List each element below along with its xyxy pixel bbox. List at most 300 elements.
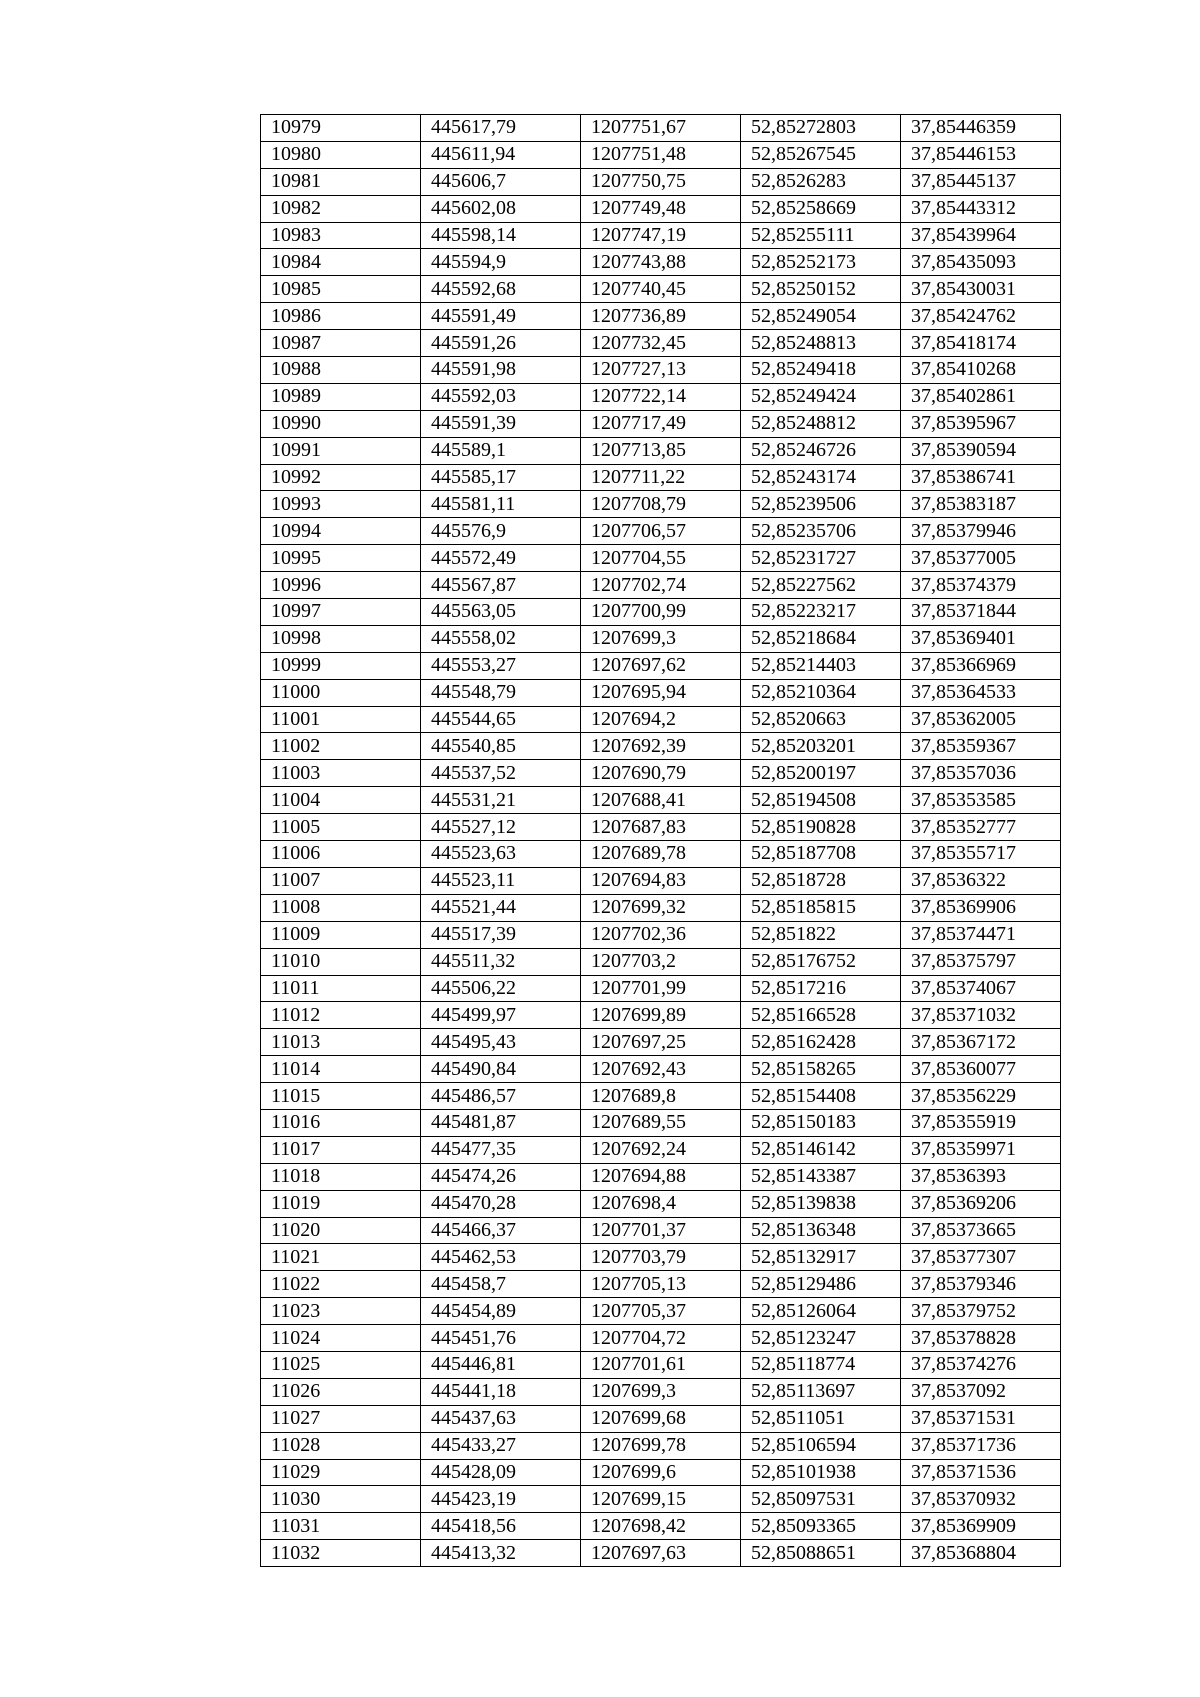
latitude-cell: 52,85093365 [741, 1513, 901, 1540]
x-coordinate-cell: 445418,56 [421, 1513, 581, 1540]
point-number-cell: 10992 [261, 464, 421, 491]
latitude-cell: 52,85223217 [741, 599, 901, 626]
point-number-cell: 10999 [261, 652, 421, 679]
y-coordinate-cell: 1207699,3 [581, 625, 741, 652]
longitude-cell: 37,85364533 [901, 679, 1061, 706]
y-coordinate-cell: 1207687,83 [581, 814, 741, 841]
longitude-cell: 37,85374276 [901, 1351, 1061, 1378]
y-coordinate-cell: 1207736,89 [581, 303, 741, 330]
longitude-cell: 37,8536322 [901, 867, 1061, 894]
latitude-cell: 52,8520663 [741, 706, 901, 733]
latitude-cell: 52,85227562 [741, 572, 901, 599]
longitude-cell: 37,85369206 [901, 1190, 1061, 1217]
latitude-cell: 52,85249418 [741, 357, 901, 384]
table-row [261, 141, 1061, 168]
table-row [261, 1540, 1061, 1567]
x-coordinate-cell: 445523,11 [421, 867, 581, 894]
y-coordinate-cell: 1207689,78 [581, 841, 741, 868]
longitude-cell: 37,85359367 [901, 733, 1061, 760]
latitude-cell: 52,85162428 [741, 1029, 901, 1056]
table-row [261, 1002, 1061, 1029]
latitude-cell: 52,85231727 [741, 545, 901, 572]
y-coordinate-cell: 1207698,4 [581, 1190, 741, 1217]
table-row [261, 1109, 1061, 1136]
point-number-cell: 11026 [261, 1378, 421, 1405]
x-coordinate-cell: 445591,98 [421, 357, 581, 384]
x-coordinate-cell: 445433,27 [421, 1432, 581, 1459]
longitude-cell: 37,85383187 [901, 491, 1061, 518]
point-number-cell: 11018 [261, 1163, 421, 1190]
y-coordinate-cell: 1207706,57 [581, 518, 741, 545]
point-number-cell: 11011 [261, 975, 421, 1002]
y-coordinate-cell: 1207703,2 [581, 948, 741, 975]
y-coordinate-cell: 1207717,49 [581, 410, 741, 437]
longitude-cell: 37,85353585 [901, 787, 1061, 814]
point-number-cell: 10994 [261, 518, 421, 545]
latitude-cell: 52,851822 [741, 921, 901, 948]
point-number-cell: 10998 [261, 625, 421, 652]
longitude-cell: 37,85371531 [901, 1405, 1061, 1432]
table-row [261, 760, 1061, 787]
table-row [261, 1083, 1061, 1110]
point-number-cell: 10985 [261, 276, 421, 303]
latitude-cell: 52,85139838 [741, 1190, 901, 1217]
latitude-cell: 52,85150183 [741, 1109, 901, 1136]
x-coordinate-cell: 445611,94 [421, 141, 581, 168]
latitude-cell: 52,85210364 [741, 679, 901, 706]
x-coordinate-cell: 445470,28 [421, 1190, 581, 1217]
x-coordinate-cell: 445567,87 [421, 572, 581, 599]
latitude-cell: 52,85258669 [741, 195, 901, 222]
x-coordinate-cell: 445474,26 [421, 1163, 581, 1190]
y-coordinate-cell: 1207695,94 [581, 679, 741, 706]
latitude-cell: 52,85249054 [741, 303, 901, 330]
point-number-cell: 10981 [261, 168, 421, 195]
table-row [261, 168, 1061, 195]
point-number-cell: 10987 [261, 330, 421, 357]
y-coordinate-cell: 1207702,36 [581, 921, 741, 948]
latitude-cell: 52,85176752 [741, 948, 901, 975]
point-number-cell: 11013 [261, 1029, 421, 1056]
table-row [261, 115, 1061, 142]
latitude-cell: 52,85132917 [741, 1244, 901, 1271]
table-row [261, 383, 1061, 410]
latitude-cell: 52,85146142 [741, 1136, 901, 1163]
table-row [261, 706, 1061, 733]
x-coordinate-cell: 445531,21 [421, 787, 581, 814]
x-coordinate-cell: 445581,11 [421, 491, 581, 518]
y-coordinate-cell: 1207701,37 [581, 1217, 741, 1244]
latitude-cell: 52,85129486 [741, 1271, 901, 1298]
x-coordinate-cell: 445446,81 [421, 1351, 581, 1378]
point-number-cell: 10983 [261, 222, 421, 249]
table-row [261, 303, 1061, 330]
longitude-cell: 37,85379946 [901, 518, 1061, 545]
longitude-cell: 37,85379346 [901, 1271, 1061, 1298]
table-row [261, 599, 1061, 626]
point-number-cell: 11022 [261, 1271, 421, 1298]
longitude-cell: 37,8536393 [901, 1163, 1061, 1190]
x-coordinate-cell: 445441,18 [421, 1378, 581, 1405]
longitude-cell: 37,85374379 [901, 572, 1061, 599]
x-coordinate-cell: 445558,02 [421, 625, 581, 652]
point-number-cell: 10979 [261, 115, 421, 142]
latitude-cell: 52,8517216 [741, 975, 901, 1002]
point-number-cell: 11021 [261, 1244, 421, 1271]
latitude-cell: 52,85113697 [741, 1378, 901, 1405]
longitude-cell: 37,85367172 [901, 1029, 1061, 1056]
y-coordinate-cell: 1207704,55 [581, 545, 741, 572]
longitude-cell: 37,85378828 [901, 1325, 1061, 1352]
longitude-cell: 37,85357036 [901, 760, 1061, 787]
table-row [261, 841, 1061, 868]
x-coordinate-cell: 445511,32 [421, 948, 581, 975]
table-row [261, 1432, 1061, 1459]
longitude-cell: 37,85395967 [901, 410, 1061, 437]
longitude-cell: 37,85355717 [901, 841, 1061, 868]
latitude-cell: 52,85200197 [741, 760, 901, 787]
table-row [261, 1217, 1061, 1244]
x-coordinate-cell: 445481,87 [421, 1109, 581, 1136]
x-coordinate-cell: 445454,89 [421, 1298, 581, 1325]
latitude-cell: 52,85267545 [741, 141, 901, 168]
longitude-cell: 37,85371844 [901, 599, 1061, 626]
x-coordinate-cell: 445506,22 [421, 975, 581, 1002]
y-coordinate-cell: 1207740,45 [581, 276, 741, 303]
x-coordinate-cell: 445591,39 [421, 410, 581, 437]
latitude-cell: 52,85123247 [741, 1325, 901, 1352]
latitude-cell: 52,85250152 [741, 276, 901, 303]
x-coordinate-cell: 445490,84 [421, 1056, 581, 1083]
point-number-cell: 11030 [261, 1486, 421, 1513]
table-row [261, 679, 1061, 706]
longitude-cell: 37,85362005 [901, 706, 1061, 733]
latitude-cell: 52,85136348 [741, 1217, 901, 1244]
point-number-cell: 11004 [261, 787, 421, 814]
table-row [261, 491, 1061, 518]
y-coordinate-cell: 1207688,41 [581, 787, 741, 814]
y-coordinate-cell: 1207690,79 [581, 760, 741, 787]
longitude-cell: 37,85366969 [901, 652, 1061, 679]
y-coordinate-cell: 1207750,75 [581, 168, 741, 195]
y-coordinate-cell: 1207722,14 [581, 383, 741, 410]
y-coordinate-cell: 1207732,45 [581, 330, 741, 357]
y-coordinate-cell: 1207727,13 [581, 357, 741, 384]
y-coordinate-cell: 1207704,72 [581, 1325, 741, 1352]
longitude-cell: 37,85360077 [901, 1056, 1061, 1083]
x-coordinate-cell: 445606,7 [421, 168, 581, 195]
y-coordinate-cell: 1207692,39 [581, 733, 741, 760]
latitude-cell: 52,85158265 [741, 1056, 901, 1083]
y-coordinate-cell: 1207751,48 [581, 141, 741, 168]
x-coordinate-cell: 445548,79 [421, 679, 581, 706]
table-row [261, 948, 1061, 975]
latitude-cell: 52,85235706 [741, 518, 901, 545]
x-coordinate-cell: 445423,19 [421, 1486, 581, 1513]
latitude-cell: 52,8518728 [741, 867, 901, 894]
y-coordinate-cell: 1207701,99 [581, 975, 741, 1002]
table-row [261, 787, 1061, 814]
point-number-cell: 11006 [261, 841, 421, 868]
point-number-cell: 10997 [261, 599, 421, 626]
table-row [261, 464, 1061, 491]
table-row [261, 1405, 1061, 1432]
longitude-cell: 37,85390594 [901, 437, 1061, 464]
y-coordinate-cell: 1207711,22 [581, 464, 741, 491]
x-coordinate-cell: 445537,52 [421, 760, 581, 787]
latitude-cell: 52,85143387 [741, 1163, 901, 1190]
table-row [261, 195, 1061, 222]
longitude-cell: 37,85370932 [901, 1486, 1061, 1513]
point-number-cell: 11003 [261, 760, 421, 787]
y-coordinate-cell: 1207713,85 [581, 437, 741, 464]
longitude-cell: 37,85374471 [901, 921, 1061, 948]
point-number-cell: 11017 [261, 1136, 421, 1163]
x-coordinate-cell: 445563,05 [421, 599, 581, 626]
table-row [261, 1459, 1061, 1486]
x-coordinate-cell: 445527,12 [421, 814, 581, 841]
table-row [261, 437, 1061, 464]
longitude-cell: 37,85352777 [901, 814, 1061, 841]
longitude-cell: 37,85368804 [901, 1540, 1061, 1567]
longitude-cell: 37,85424762 [901, 303, 1061, 330]
table-row [261, 1298, 1061, 1325]
longitude-cell: 37,85369909 [901, 1513, 1061, 1540]
longitude-cell: 37,85356229 [901, 1083, 1061, 1110]
table-row [261, 1378, 1061, 1405]
latitude-cell: 52,85248813 [741, 330, 901, 357]
point-number-cell: 11028 [261, 1432, 421, 1459]
longitude-cell: 37,85386741 [901, 464, 1061, 491]
longitude-cell: 37,85410268 [901, 357, 1061, 384]
y-coordinate-cell: 1207699,32 [581, 894, 741, 921]
point-number-cell: 10996 [261, 572, 421, 599]
latitude-cell: 52,85187708 [741, 841, 901, 868]
point-number-cell: 11009 [261, 921, 421, 948]
table-row [261, 572, 1061, 599]
x-coordinate-cell: 445523,63 [421, 841, 581, 868]
longitude-cell: 37,85377307 [901, 1244, 1061, 1271]
table-row [261, 975, 1061, 1002]
table-row [261, 1513, 1061, 1540]
y-coordinate-cell: 1207703,79 [581, 1244, 741, 1271]
x-coordinate-cell: 445602,08 [421, 195, 581, 222]
point-number-cell: 11029 [261, 1459, 421, 1486]
latitude-cell: 52,85101938 [741, 1459, 901, 1486]
point-number-cell: 10986 [261, 303, 421, 330]
latitude-cell: 52,85203201 [741, 733, 901, 760]
table-row [261, 1029, 1061, 1056]
latitude-cell: 52,85166528 [741, 1002, 901, 1029]
y-coordinate-cell: 1207694,83 [581, 867, 741, 894]
y-coordinate-cell: 1207697,25 [581, 1029, 741, 1056]
point-number-cell: 11024 [261, 1325, 421, 1352]
y-coordinate-cell: 1207697,62 [581, 652, 741, 679]
y-coordinate-cell: 1207749,48 [581, 195, 741, 222]
x-coordinate-cell: 445572,49 [421, 545, 581, 572]
latitude-cell: 52,85097531 [741, 1486, 901, 1513]
y-coordinate-cell: 1207694,2 [581, 706, 741, 733]
table-row [261, 1486, 1061, 1513]
table-row [261, 1136, 1061, 1163]
latitude-cell: 52,85088651 [741, 1540, 901, 1567]
longitude-cell: 37,85369906 [901, 894, 1061, 921]
y-coordinate-cell: 1207694,88 [581, 1163, 741, 1190]
x-coordinate-cell: 445598,14 [421, 222, 581, 249]
x-coordinate-cell: 445458,7 [421, 1271, 581, 1298]
point-number-cell: 11002 [261, 733, 421, 760]
point-number-cell: 10995 [261, 545, 421, 572]
table-row [261, 733, 1061, 760]
y-coordinate-cell: 1207705,37 [581, 1298, 741, 1325]
latitude-cell: 52,85106594 [741, 1432, 901, 1459]
x-coordinate-cell: 445540,85 [421, 733, 581, 760]
table-row [261, 625, 1061, 652]
x-coordinate-cell: 445462,53 [421, 1244, 581, 1271]
coordinates-table-body [261, 115, 1061, 1567]
point-number-cell: 11007 [261, 867, 421, 894]
point-number-cell: 10982 [261, 195, 421, 222]
table-row [261, 921, 1061, 948]
y-coordinate-cell: 1207699,78 [581, 1432, 741, 1459]
latitude-cell: 52,85248812 [741, 410, 901, 437]
y-coordinate-cell: 1207699,6 [581, 1459, 741, 1486]
longitude-cell: 37,85446359 [901, 115, 1061, 142]
x-coordinate-cell: 445594,9 [421, 249, 581, 276]
longitude-cell: 37,85445137 [901, 168, 1061, 195]
y-coordinate-cell: 1207689,8 [581, 1083, 741, 1110]
point-number-cell: 11014 [261, 1056, 421, 1083]
longitude-cell: 37,85375797 [901, 948, 1061, 975]
latitude-cell: 52,85154408 [741, 1083, 901, 1110]
longitude-cell: 37,85418174 [901, 330, 1061, 357]
point-number-cell: 10984 [261, 249, 421, 276]
latitude-cell: 52,85218684 [741, 625, 901, 652]
point-number-cell: 11020 [261, 1217, 421, 1244]
y-coordinate-cell: 1207705,13 [581, 1271, 741, 1298]
y-coordinate-cell: 1207699,89 [581, 1002, 741, 1029]
longitude-cell: 37,85374067 [901, 975, 1061, 1002]
x-coordinate-cell: 445521,44 [421, 894, 581, 921]
table-row [261, 1163, 1061, 1190]
y-coordinate-cell: 1207747,19 [581, 222, 741, 249]
point-number-cell: 11000 [261, 679, 421, 706]
x-coordinate-cell: 445413,32 [421, 1540, 581, 1567]
table-row [261, 357, 1061, 384]
y-coordinate-cell: 1207692,43 [581, 1056, 741, 1083]
longitude-cell: 37,85402861 [901, 383, 1061, 410]
longitude-cell: 37,85439964 [901, 222, 1061, 249]
longitude-cell: 37,8537092 [901, 1378, 1061, 1405]
x-coordinate-cell: 445589,1 [421, 437, 581, 464]
y-coordinate-cell: 1207700,99 [581, 599, 741, 626]
x-coordinate-cell: 445486,57 [421, 1083, 581, 1110]
longitude-cell: 37,85371032 [901, 1002, 1061, 1029]
latitude-cell: 52,8511051 [741, 1405, 901, 1432]
x-coordinate-cell: 445576,9 [421, 518, 581, 545]
table-row [261, 867, 1061, 894]
y-coordinate-cell: 1207751,67 [581, 115, 741, 142]
table-row [261, 1056, 1061, 1083]
latitude-cell: 52,85185815 [741, 894, 901, 921]
table-row [261, 222, 1061, 249]
table-row [261, 1271, 1061, 1298]
longitude-cell: 37,85359971 [901, 1136, 1061, 1163]
x-coordinate-cell: 445477,35 [421, 1136, 581, 1163]
table-row [261, 410, 1061, 437]
y-coordinate-cell: 1207708,79 [581, 491, 741, 518]
latitude-cell: 52,85118774 [741, 1351, 901, 1378]
latitude-cell: 52,85126064 [741, 1298, 901, 1325]
x-coordinate-cell: 445585,17 [421, 464, 581, 491]
longitude-cell: 37,85355919 [901, 1109, 1061, 1136]
longitude-cell: 37,85430031 [901, 276, 1061, 303]
table-row [261, 894, 1061, 921]
x-coordinate-cell: 445591,26 [421, 330, 581, 357]
latitude-cell: 52,85194508 [741, 787, 901, 814]
longitude-cell: 37,85446153 [901, 141, 1061, 168]
table-row [261, 545, 1061, 572]
x-coordinate-cell: 445517,39 [421, 921, 581, 948]
point-number-cell: 11019 [261, 1190, 421, 1217]
x-coordinate-cell: 445499,97 [421, 1002, 581, 1029]
latitude-cell: 52,8526283 [741, 168, 901, 195]
point-number-cell: 11010 [261, 948, 421, 975]
longitude-cell: 37,85377005 [901, 545, 1061, 572]
point-number-cell: 11032 [261, 1540, 421, 1567]
longitude-cell: 37,85371536 [901, 1459, 1061, 1486]
table-row [261, 1244, 1061, 1271]
y-coordinate-cell: 1207697,63 [581, 1540, 741, 1567]
y-coordinate-cell: 1207699,3 [581, 1378, 741, 1405]
latitude-cell: 52,85243174 [741, 464, 901, 491]
point-number-cell: 10980 [261, 141, 421, 168]
longitude-cell: 37,85443312 [901, 195, 1061, 222]
latitude-cell: 52,85246726 [741, 437, 901, 464]
point-number-cell: 11012 [261, 1002, 421, 1029]
x-coordinate-cell: 445544,65 [421, 706, 581, 733]
x-coordinate-cell: 445592,03 [421, 383, 581, 410]
x-coordinate-cell: 445495,43 [421, 1029, 581, 1056]
latitude-cell: 52,85252173 [741, 249, 901, 276]
table-row [261, 249, 1061, 276]
x-coordinate-cell: 445592,68 [421, 276, 581, 303]
point-number-cell: 10988 [261, 357, 421, 384]
point-number-cell: 11005 [261, 814, 421, 841]
table-row [261, 814, 1061, 841]
table-row [261, 1190, 1061, 1217]
latitude-cell: 52,85214403 [741, 652, 901, 679]
latitude-cell: 52,85272803 [741, 115, 901, 142]
longitude-cell: 37,85379752 [901, 1298, 1061, 1325]
x-coordinate-cell: 445451,76 [421, 1325, 581, 1352]
table-row [261, 1351, 1061, 1378]
x-coordinate-cell: 445428,09 [421, 1459, 581, 1486]
x-coordinate-cell: 445437,63 [421, 1405, 581, 1432]
y-coordinate-cell: 1207699,15 [581, 1486, 741, 1513]
table-row [261, 330, 1061, 357]
x-coordinate-cell: 445466,37 [421, 1217, 581, 1244]
point-number-cell: 11023 [261, 1298, 421, 1325]
point-number-cell: 11008 [261, 894, 421, 921]
point-number-cell: 11025 [261, 1351, 421, 1378]
table-row [261, 652, 1061, 679]
table-row [261, 518, 1061, 545]
longitude-cell: 37,85371736 [901, 1432, 1061, 1459]
latitude-cell: 52,85239506 [741, 491, 901, 518]
x-coordinate-cell: 445617,79 [421, 115, 581, 142]
y-coordinate-cell: 1207743,88 [581, 249, 741, 276]
